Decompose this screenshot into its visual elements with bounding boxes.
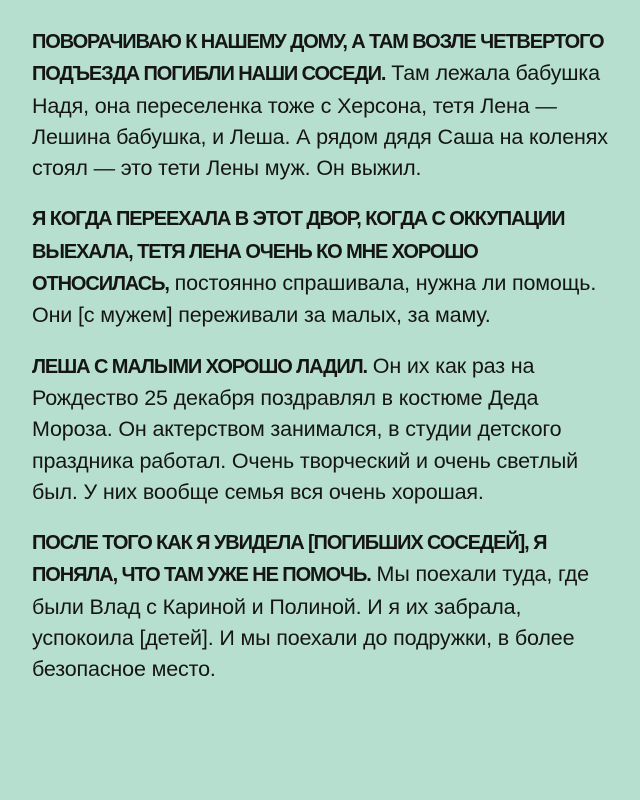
paragraph-2 <box>32 203 618 331</box>
paragraph-4-lead: ПОСЛЕ ТОГО КАК Я УВИДЕЛА [ПОГИБШИХ СОСЕДЕЙ], Я ПОНЯЛА, ЧТО ТАМ УЖЕ НЕ ПОМОЧЬ. <box>32 532 547 587</box>
paragraph-3-text: Он их как раз на Рождество 25 декабря поздравлял в костюме Деда Мороза. Он актерством занимался, в студии детского праздника работал. Очень творческий и очень светлый был. У них вообще семья вся очень хорошая. <box>32 353 578 504</box>
paragraph-4 <box>32 527 618 685</box>
article-body <box>32 26 618 705</box>
paragraph-2-text: постоянно спрашивала, нужна ли помощь. Они [с мужем] переживали за малых, за маму. <box>32 271 597 328</box>
paragraph-1 <box>32 26 618 184</box>
paragraph-2-lead: Я КОГДА ПЕРЕЕХАЛА В ЭТОТ ДВОР, КОГДА С ОККУПАЦИИ ВЫЕХАЛА, ТЕТЯ ЛЕНА ОЧЕНЬ КО МНЕ ХОРОШО ОТНОСИЛАСЬ, <box>32 208 565 296</box>
paragraph-3 <box>32 351 618 508</box>
paragraph-3-lead: ЛЕША С МАЛЫМИ ХОРОШО ЛАДИЛ. <box>32 355 367 378</box>
paragraph-1-text: Там лежала бабушка Надя, она переселенка тоже с Херсона, тетя Лена — Лешина бабушка, и Леша. А рядом дядя Саша на коленях стоял — это тети Лены муж. Он выжил. <box>32 61 608 181</box>
paragraph-1-lead: ПОВОРАЧИВАЮ К НАШЕМУ ДОМУ, А ТАМ ВОЗЛЕ ЧЕТВЕРТОГО ПОДЪЕЗДА ПОГИБЛИ НАШИ СОСЕДИ. <box>32 31 604 86</box>
paragraph-4-text: Мы поехали туда, где были Влад с Кариной и Полиной. И я их забрала, успокоила [детей]. И мы поехали до подружки, в более безопасное место. <box>32 562 589 682</box>
